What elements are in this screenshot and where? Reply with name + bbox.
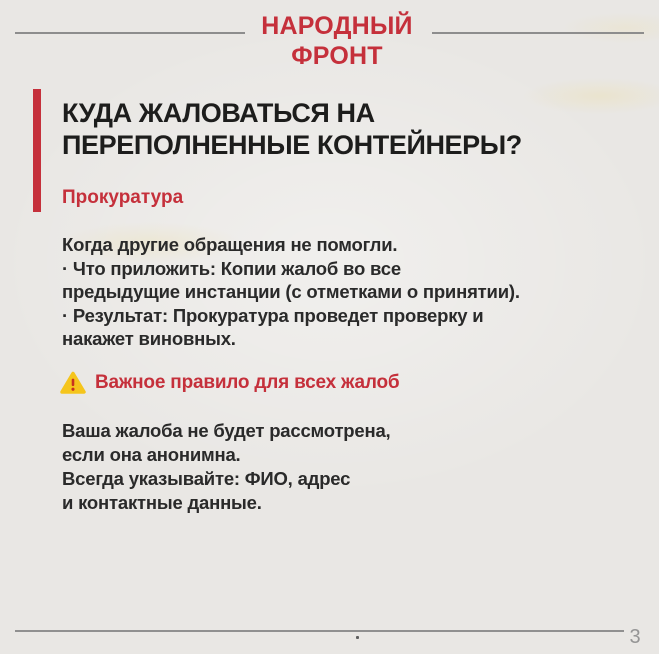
body-line: Когда другие обращения не помогли.: [62, 234, 398, 255]
body-line: · Результат: Прокуратура проведет проверку и: [62, 304, 484, 326]
note-line: если она анонимна.: [62, 444, 241, 465]
body-line: накажет виновных.: [62, 328, 236, 349]
note-line: и контактные данные.: [62, 492, 262, 513]
note-paragraph: [62, 419, 622, 515]
brand-line2: ФРОНТ: [291, 42, 383, 70]
footer-divider: [15, 630, 624, 632]
header-divider-left: [15, 32, 245, 34]
section-label: Прокуратура: [62, 187, 184, 208]
warning-label: Важное правило для всех жалоб: [95, 372, 400, 393]
header-divider-right: [432, 32, 644, 34]
body-paragraph: [62, 233, 622, 351]
warning-callout: [60, 371, 399, 395]
footer-dot: [356, 636, 359, 639]
page-title-line1: КУДА ЖАЛОВАТЬСЯ НА: [62, 98, 375, 128]
warning-triangle-icon: [60, 371, 86, 395]
brand-line1: НАРОДНЫЙ: [261, 12, 413, 40]
brand-logo: [227, 11, 447, 71]
page-number: 3: [629, 626, 641, 648]
body-line: · Что приложить: Копии жалоб во все: [62, 257, 401, 279]
page-title: [62, 97, 622, 161]
note-line: Всегда указывайте: ФИО, адрес: [62, 468, 351, 489]
note-line: Ваша жалоба не будет рассмотрена,: [62, 420, 391, 441]
page-title-line2: ПЕРЕПОЛНЕННЫЕ КОНТЕЙНЕРЫ?: [62, 130, 522, 160]
body-line: предыдущие инстанции (с отметками о принятии).: [62, 281, 520, 302]
title-accent-bar: [33, 89, 41, 212]
